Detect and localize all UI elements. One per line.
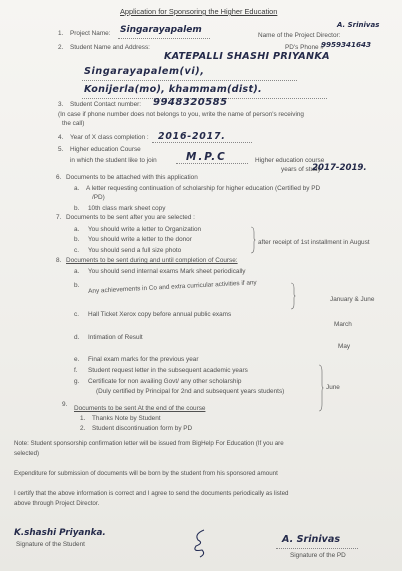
section8-item-mark: e. <box>74 356 80 363</box>
item-number: 1. <box>58 30 64 37</box>
section7-item-mark: c. <box>74 247 79 254</box>
director-label: Name of the Project Director: <box>258 32 341 39</box>
pd-phone-label: PD's Phone # <box>285 44 324 51</box>
month-label: January & June <box>330 296 375 303</box>
section8-item-mark: d. <box>74 334 80 341</box>
x-completion-value: 2016-2017. <box>158 131 226 142</box>
section9-item-mark: 2. <box>80 425 86 432</box>
section7-item: You should write a letter to the donor <box>88 236 192 243</box>
higher-ed-value: M.P.C <box>186 151 227 163</box>
project-name-label: Project Name: <box>70 30 111 37</box>
section7-item-mark: a. <box>74 226 80 233</box>
section8-brace-2 <box>318 364 324 412</box>
contact-label: Student Contact number: <box>70 101 142 108</box>
section8-item: Certificate for non availing Govt/ any other scholarship <box>88 378 242 385</box>
student-name-value: KATEPALLI SHASHI PRIYANKA <box>164 51 330 62</box>
pd-phone-value: 9959341643 <box>321 40 372 49</box>
student-signature-label: Signature of the Student <box>16 541 85 548</box>
section9-item: Student discontinuation form by PD <box>92 425 193 432</box>
section8-item: Hall Ticket Xerox copy before annual public exams <box>88 311 232 318</box>
signature-line <box>276 548 358 549</box>
section8-brace-1 <box>290 282 296 310</box>
years-label-cont: years of study <box>281 166 321 173</box>
section8-item-mark: b. <box>74 282 80 289</box>
section7-item: You should send a full size photo <box>88 247 182 254</box>
item-number: 3. <box>58 101 64 108</box>
month-label: March <box>334 321 352 328</box>
project-name-value: Singarayapalem <box>120 25 202 35</box>
note-certify: I certify that the above information is correct and I agree to send the documents periodically as listed <box>14 490 289 497</box>
section-number: 8. <box>56 257 62 264</box>
student-address-line2: Konijerla(mo), khammam(dist). <box>84 84 262 95</box>
section7-item: You should write a letter to Organization <box>88 226 202 233</box>
section7-side-note: after receipt of 1st installment in August <box>258 239 370 246</box>
years-label: Higher education course <box>255 157 325 164</box>
section8-heading: Documents to be sent during and until completion of Course: <box>66 257 238 264</box>
section8-item-mark: c. <box>74 311 79 318</box>
student-address-line1: Singarayapalem(vi), <box>84 66 205 77</box>
student-signature: K.shashi Priyanka. <box>14 528 106 538</box>
section8-item-mark: g. <box>74 378 80 385</box>
director-value: A. Srinivas <box>337 21 380 29</box>
underline <box>82 80 297 81</box>
section8-item-cont: (Duly certified by Principal for 2nd and subsequent years students) <box>96 388 285 395</box>
pd-signature-label: Signature of the PD <box>290 552 346 559</box>
section6-item: 10th class mark sheet copy <box>88 205 166 212</box>
section6-item-mark: a. <box>74 185 80 192</box>
years-value: 2017-2019. <box>312 163 367 173</box>
section8-item: Final exam marks for the previous year <box>88 356 199 363</box>
month-label: May <box>338 343 351 350</box>
section6-heading: Documents to be attached with this application <box>66 174 198 181</box>
contact-value: 9948320585 <box>153 97 228 108</box>
month-label: June <box>326 384 340 391</box>
item-number: 2. <box>58 44 64 51</box>
section6-item-cont: /PD) <box>92 194 105 201</box>
section8-item: You should send internal exams Mark sheet periodically <box>88 268 246 275</box>
section-number: 6. <box>56 174 62 181</box>
initials-scribble <box>190 528 210 558</box>
section-number: 7. <box>56 214 62 221</box>
section9-heading: Documents to be sent At the end of the course <box>74 405 206 412</box>
higher-ed-label-cont: in which the student like to join <box>70 157 157 164</box>
note-certify-cont: above through Project Director. <box>14 500 100 507</box>
underline <box>176 163 248 164</box>
section6-item: A letter requesting continuation of scholarship for higher education (Certified by PD <box>86 185 321 192</box>
note-confirmation: Note: Student sponsorship confirmation letter will be issued from BigHelp For Education (If you are <box>14 440 284 447</box>
section9-item-mark: 1. <box>80 415 86 422</box>
student-name-label: Student Name and Address: <box>70 44 150 51</box>
contact-note: (In case if phone number does not belongs to you, write the name of person's receiving <box>58 111 304 118</box>
pd-signature: A. Srinivas <box>282 534 341 545</box>
note-confirmation-cont: selected) <box>14 450 40 457</box>
contact-note-cont: the call) <box>62 120 85 127</box>
item-number: 5. <box>58 146 64 153</box>
item-number: 4. <box>58 134 64 141</box>
section7-heading: Documents to be sent after you are selected : <box>66 214 195 221</box>
section8-item: Any achievements in Co and extra curricular activities if any <box>88 279 257 295</box>
section7-item-mark: b. <box>74 236 80 243</box>
x-completion-label: Year of X class completion : <box>70 134 149 141</box>
section8-item: Intimation of Result <box>88 334 143 341</box>
section8-item-mark: f. <box>74 367 78 374</box>
form-title: Application for Sponsoring the Higher Education <box>120 7 278 16</box>
note-expenditure: Expenditure for submission of documents will be born by the student from his sponsored amount <box>14 470 278 477</box>
section8-item: Student request letter in the subsequent academic years <box>88 367 248 374</box>
section6-item-mark: b. <box>74 205 80 212</box>
section-number: 9. <box>62 401 68 408</box>
underline <box>152 142 252 143</box>
section9-item: Thanks Note by Student <box>92 415 161 422</box>
higher-ed-label: Higher education Course <box>70 146 141 153</box>
underline <box>118 38 210 39</box>
section8-item-mark: a. <box>74 268 80 275</box>
section7-brace <box>250 226 256 254</box>
